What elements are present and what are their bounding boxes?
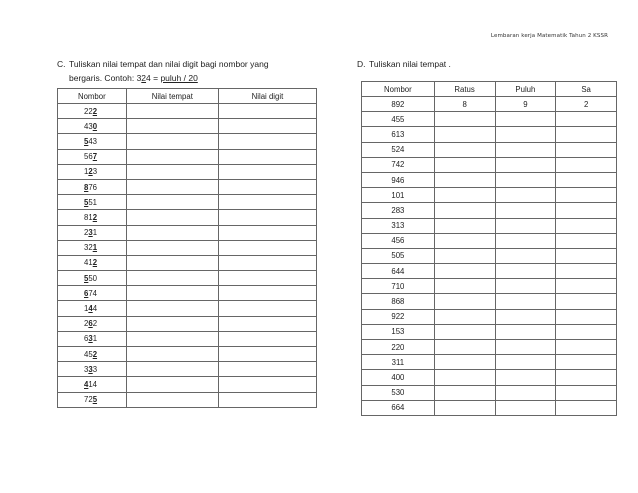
table-row [362, 248, 617, 263]
underlined-digit: 0 [92, 121, 98, 131]
column-header-nilai-digit: Nilai digit [218, 89, 316, 104]
nilai-tempat-answer[interactable] [126, 271, 218, 286]
number-post: 1 [92, 334, 98, 344]
puluh-cell[interactable] [495, 385, 556, 400]
puluh-cell[interactable] [495, 248, 556, 263]
number-pre: 2 [84, 319, 89, 329]
puluh-cell[interactable] [495, 172, 556, 187]
number-post: 1 [92, 228, 98, 238]
table-row [362, 294, 617, 309]
number-cell: 220 [362, 340, 435, 355]
nilai-tempat-answer[interactable] [126, 347, 218, 362]
puluh-cell[interactable]: 9 [495, 97, 556, 112]
number-post: 2 [92, 319, 98, 329]
nilai-tempat-answer[interactable] [126, 179, 218, 194]
nilai-tempat-answer[interactable] [126, 255, 218, 270]
nilai-tempat-answer[interactable] [126, 149, 218, 164]
nilai-tempat-answer[interactable] [126, 210, 218, 225]
nilai-digit-answer[interactable] [218, 104, 316, 119]
number-cell [58, 225, 127, 240]
nilai-tempat-answer[interactable] [126, 104, 218, 119]
underlined-digit: 7 [92, 152, 98, 162]
number-cell: 892 [362, 97, 435, 112]
number-pre: 41 [84, 258, 93, 268]
section-c-table [57, 88, 317, 408]
table-row [58, 331, 317, 346]
nilai-tempat-answer[interactable] [126, 362, 218, 377]
table-row [362, 157, 617, 172]
nilai-tempat-answer[interactable] [126, 119, 218, 134]
table-row [362, 385, 617, 400]
number-cell [58, 179, 127, 194]
underlined-digit: 5 [84, 136, 89, 146]
puluh-cell[interactable] [495, 142, 556, 157]
table-row [58, 362, 317, 377]
sa-cell[interactable] [556, 370, 617, 385]
ratus-cell[interactable] [434, 203, 495, 218]
number-cell: 644 [362, 264, 435, 279]
underlined-digit: 8 [84, 182, 89, 192]
column-header-nilai-tempat: Nilai tempat [126, 89, 218, 104]
number-cell: 455 [362, 112, 435, 127]
number-cell: 456 [362, 233, 435, 248]
number-pre: 1 [84, 304, 89, 314]
ratus-cell[interactable] [434, 127, 495, 142]
number-cell [58, 119, 127, 134]
number-cell: 922 [362, 309, 435, 324]
table-row [362, 400, 617, 415]
puluh-cell[interactable] [495, 218, 556, 233]
column-header-nombor: Nombor [58, 89, 127, 104]
underlined-digit: 2 [92, 212, 98, 222]
sa-cell[interactable] [556, 294, 617, 309]
ratus-cell[interactable] [434, 309, 495, 324]
nilai-tempat-answer[interactable] [126, 316, 218, 331]
number-cell: 505 [362, 248, 435, 263]
puluh-cell[interactable] [495, 400, 556, 415]
underlined-digit: 4 [84, 379, 89, 389]
table-row [362, 233, 617, 248]
table-row [58, 240, 317, 255]
column-header-ratus: Ratus [434, 82, 495, 97]
table-row [362, 127, 617, 142]
section-d-letter: D. [357, 59, 366, 69]
section-d-table [361, 81, 617, 416]
section-c-instructions [57, 57, 327, 85]
number-post: 14 [88, 379, 98, 389]
column-header-sa: Sa [556, 82, 617, 97]
table-row [362, 97, 617, 112]
puluh-cell[interactable] [495, 203, 556, 218]
nilai-tempat-answer[interactable] [126, 392, 218, 407]
table-row [362, 324, 617, 339]
ratus-cell[interactable] [434, 264, 495, 279]
puluh-cell[interactable] [495, 157, 556, 172]
section-c-example-answer: puluh / 20 [160, 73, 198, 83]
table-row [362, 112, 617, 127]
table-row [58, 286, 317, 301]
table-row [362, 218, 617, 233]
table-row [58, 104, 317, 119]
sa-cell[interactable] [556, 203, 617, 218]
number-cell [58, 195, 127, 210]
table-row [362, 203, 617, 218]
number-post: 74 [88, 288, 98, 298]
sa-cell[interactable] [556, 400, 617, 415]
sa-cell[interactable] [556, 233, 617, 248]
ratus-cell[interactable] [434, 324, 495, 339]
underlined-digit: 5 [84, 273, 89, 283]
nilai-digit-answer[interactable] [218, 271, 316, 286]
nilai-tempat-answer[interactable] [126, 377, 218, 392]
sa-cell[interactable] [556, 355, 617, 370]
number-cell [58, 255, 127, 270]
puluh-cell[interactable] [495, 370, 556, 385]
number-cell: 400 [362, 370, 435, 385]
underlined-digit: 5 [84, 197, 89, 207]
worksheet-header: Lembaran kerja Matematik Tahun 2 KSSR [490, 33, 608, 39]
number-post: 51 [88, 197, 98, 207]
number-cell [58, 377, 127, 392]
number-cell: 313 [362, 218, 435, 233]
table-row [58, 179, 317, 194]
number-cell: 868 [362, 294, 435, 309]
puluh-cell[interactable] [495, 355, 556, 370]
puluh-cell[interactable] [495, 309, 556, 324]
nilai-tempat-answer[interactable] [126, 134, 218, 149]
number-cell: 613 [362, 127, 435, 142]
underlined-digit: 2 [92, 106, 98, 116]
sa-cell[interactable] [556, 340, 617, 355]
nilai-tempat-answer[interactable] [126, 225, 218, 240]
ratus-cell[interactable] [434, 188, 495, 203]
puluh-cell[interactable] [495, 188, 556, 203]
number-post: 3 [92, 364, 98, 374]
underlined-digit: 2 [88, 167, 93, 177]
nilai-tempat-answer[interactable] [126, 301, 218, 316]
number-pre: 81 [84, 212, 93, 222]
puluh-cell[interactable] [495, 340, 556, 355]
ratus-cell[interactable] [434, 400, 495, 415]
sa-cell[interactable] [556, 279, 617, 294]
nilai-digit-answer[interactable] [218, 210, 316, 225]
column-header-nombor: Nombor [362, 82, 435, 97]
number-cell [58, 210, 127, 225]
nilai-digit-answer[interactable] [218, 179, 316, 194]
sa-cell[interactable]: 2 [556, 97, 617, 112]
sa-cell[interactable] [556, 218, 617, 233]
table-row [362, 188, 617, 203]
number-pre: 45 [84, 349, 93, 359]
table-row [58, 210, 317, 225]
nilai-digit-answer[interactable] [218, 362, 316, 377]
section-c-line1: Tuliskan nilai tempat dan nilai digit bagi nombor yang [69, 59, 269, 69]
underlined-digit: 4 [88, 304, 93, 314]
underlined-digit: 2 [92, 349, 98, 359]
number-cell [58, 134, 127, 149]
number-cell: 101 [362, 188, 435, 203]
number-cell [58, 301, 127, 316]
ratus-cell[interactable] [434, 157, 495, 172]
ratus-cell[interactable] [434, 294, 495, 309]
number-pre: 2 [84, 228, 89, 238]
table-row [58, 347, 317, 362]
ratus-cell[interactable] [434, 355, 495, 370]
nilai-tempat-answer[interactable] [126, 331, 218, 346]
ratus-cell[interactable] [434, 279, 495, 294]
sa-cell[interactable] [556, 309, 617, 324]
underlined-digit: 6 [88, 319, 93, 329]
number-cell [58, 331, 127, 346]
table-row [362, 142, 617, 157]
number-post: 50 [88, 273, 98, 283]
nilai-digit-answer[interactable] [218, 347, 316, 362]
table-row [58, 271, 317, 286]
sa-cell[interactable] [556, 112, 617, 127]
puluh-cell[interactable] [495, 233, 556, 248]
ratus-cell[interactable] [434, 340, 495, 355]
ratus-cell[interactable] [434, 248, 495, 263]
ratus-cell[interactable] [434, 172, 495, 187]
ratus-cell[interactable] [434, 218, 495, 233]
ratus-cell[interactable] [434, 233, 495, 248]
section-d-line1: Tuliskan nilai tempat . [369, 59, 451, 69]
number-cell: 311 [362, 355, 435, 370]
ratus-cell[interactable] [434, 142, 495, 157]
number-post: 3 [92, 167, 98, 177]
nilai-digit-answer[interactable] [218, 195, 316, 210]
section-c-letter: C. [57, 59, 66, 69]
underlined-digit: 3 [88, 228, 93, 238]
number-cell: 664 [362, 400, 435, 415]
number-cell: 710 [362, 279, 435, 294]
sa-cell[interactable] [556, 188, 617, 203]
number-cell [58, 286, 127, 301]
section-c-line2-prefix: bergaris. Contoh: 3 [69, 73, 142, 83]
number-pre: 3 [84, 364, 89, 374]
puluh-cell[interactable] [495, 127, 556, 142]
nilai-digit-answer[interactable] [218, 149, 316, 164]
number-cell [58, 362, 127, 377]
number-cell [58, 104, 127, 119]
nilai-digit-answer[interactable] [218, 164, 316, 179]
number-cell [58, 271, 127, 286]
number-pre: 43 [84, 121, 93, 131]
table-row [58, 392, 317, 407]
number-pre: 32 [84, 243, 93, 253]
underlined-digit: 5 [92, 395, 98, 405]
sa-cell[interactable] [556, 172, 617, 187]
underlined-digit: 3 [88, 364, 93, 374]
nilai-tempat-answer[interactable] [126, 164, 218, 179]
number-cell [58, 149, 127, 164]
nilai-tempat-answer[interactable] [126, 195, 218, 210]
number-post: 4 [92, 304, 98, 314]
nilai-digit-answer[interactable] [218, 225, 316, 240]
number-post: 43 [88, 136, 98, 146]
table-row [58, 119, 317, 134]
number-pre: 56 [84, 152, 93, 162]
table-row [58, 316, 317, 331]
number-cell: 530 [362, 385, 435, 400]
number-cell: 742 [362, 157, 435, 172]
sa-cell[interactable] [556, 127, 617, 142]
section-d-instructions [357, 57, 617, 71]
sa-cell[interactable] [556, 264, 617, 279]
sa-cell[interactable] [556, 157, 617, 172]
underlined-digit: 6 [84, 288, 89, 298]
table-row [362, 340, 617, 355]
table-row [362, 172, 617, 187]
section-c-example-digit: 2 [141, 73, 147, 83]
nilai-digit-answer[interactable] [218, 316, 316, 331]
underlined-digit: 3 [88, 334, 93, 344]
number-cell: 283 [362, 203, 435, 218]
number-cell: 153 [362, 324, 435, 339]
table-row [58, 164, 317, 179]
table-row [58, 377, 317, 392]
puluh-cell[interactable] [495, 112, 556, 127]
table-row [362, 370, 617, 385]
number-cell [58, 347, 127, 362]
number-pre: 1 [84, 167, 89, 177]
sa-cell[interactable] [556, 142, 617, 157]
table-row [58, 225, 317, 240]
nilai-tempat-answer[interactable] [126, 240, 218, 255]
puluh-cell[interactable] [495, 294, 556, 309]
number-cell [58, 164, 127, 179]
puluh-cell[interactable] [495, 279, 556, 294]
underlined-digit: 2 [92, 258, 98, 268]
nilai-digit-answer[interactable] [218, 301, 316, 316]
ratus-cell[interactable]: 8 [434, 97, 495, 112]
nilai-digit-answer[interactable] [218, 240, 316, 255]
table-row [58, 301, 317, 316]
table-row [362, 355, 617, 370]
table-row [58, 255, 317, 270]
table-row [362, 264, 617, 279]
number-cell [58, 316, 127, 331]
number-pre: 72 [84, 395, 93, 405]
number-pre: 22 [84, 106, 93, 116]
nilai-tempat-answer[interactable] [126, 286, 218, 301]
ratus-cell[interactable] [434, 370, 495, 385]
table-row [58, 195, 317, 210]
sa-cell[interactable] [556, 385, 617, 400]
table-row [58, 134, 317, 149]
number-cell [58, 392, 127, 407]
sa-cell[interactable] [556, 248, 617, 263]
nilai-digit-answer[interactable] [218, 119, 316, 134]
number-cell [58, 240, 127, 255]
sa-cell[interactable] [556, 324, 617, 339]
column-header-puluh: Puluh [495, 82, 556, 97]
nilai-digit-answer[interactable] [218, 255, 316, 270]
number-pre: 6 [84, 334, 89, 344]
table-row [362, 309, 617, 324]
number-post: 76 [88, 182, 98, 192]
nilai-digit-answer[interactable] [218, 377, 316, 392]
ratus-cell[interactable] [434, 385, 495, 400]
puluh-cell[interactable] [495, 324, 556, 339]
table-row [362, 279, 617, 294]
number-cell: 524 [362, 142, 435, 157]
nilai-digit-answer[interactable] [218, 331, 316, 346]
section-c-line2-rest: 4 = [146, 73, 161, 83]
table-row [58, 149, 317, 164]
number-cell: 946 [362, 172, 435, 187]
ratus-cell[interactable] [434, 112, 495, 127]
nilai-digit-answer[interactable] [218, 392, 316, 407]
nilai-digit-answer[interactable] [218, 134, 316, 149]
puluh-cell[interactable] [495, 264, 556, 279]
nilai-digit-answer[interactable] [218, 286, 316, 301]
underlined-digit: 1 [92, 243, 98, 253]
